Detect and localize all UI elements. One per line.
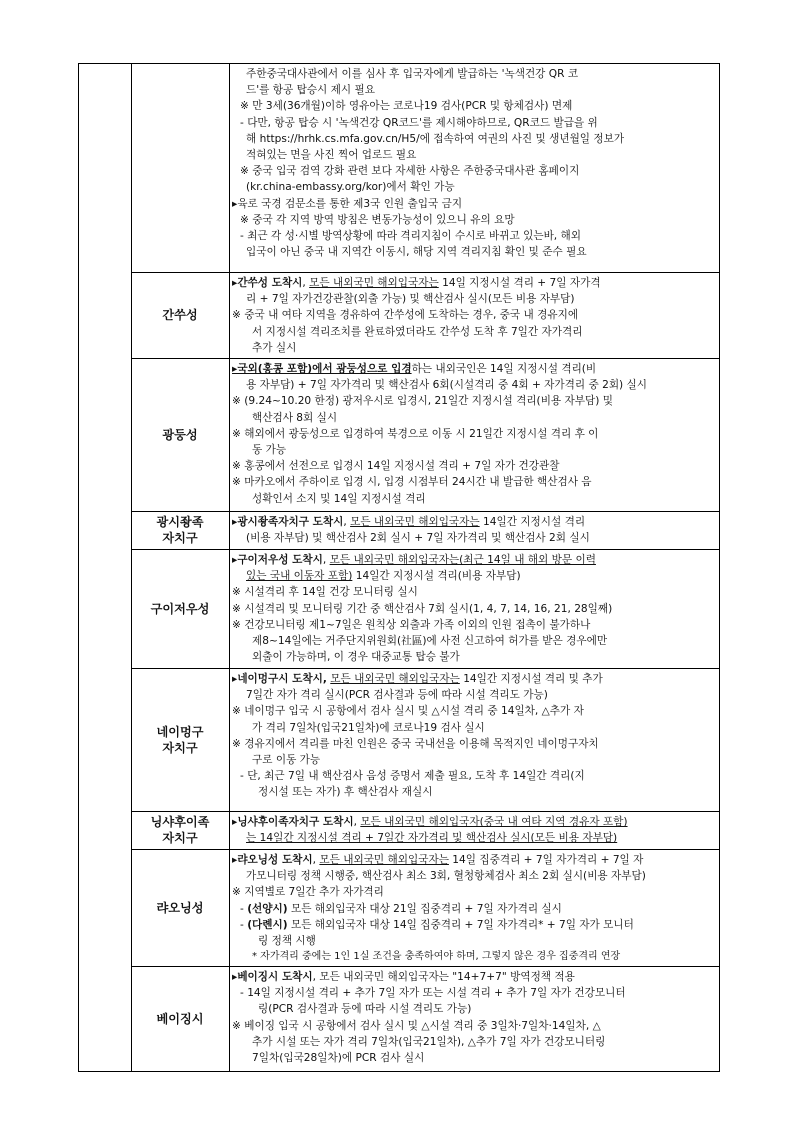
lead-sep: , [312,854,320,866]
text-line: 추가 시설 또는 자가 격리 7일차(입국21일차), △추가 7일 자가 건강모니터링 [252,1035,606,1048]
text-line: 입국이 아닌 중국 내 지역간 이동시, 해당 지역 격리지침 확인 및 준수 필요 [246,246,587,259]
guizhou-content [232,552,715,665]
text-line: 적혀있는 면을 사진 찍어 업로드 필요 [246,148,417,161]
shenyang-text: 모든 해외입국자 대상 21일 집중격리 + 7일 자가격리 실시 [287,902,562,915]
region-line: 네이멍구 [156,724,204,739]
beijing-content [232,969,715,1066]
text-line: 구로 이동 가능 [252,753,321,766]
lead-sep: , [302,277,310,289]
lead-underline: 모든 내외국민 해외입국자는 [350,516,480,528]
text-line: 가모니터링 정책 시행중, 핵산검사 최소 3회, 혈청항체검사 최소 2회 실시(비용 자부담) [246,870,646,883]
text-line: ※ 지역별로 7일간 추가 자가격리 [232,886,384,899]
text-line: 성확인서 소지 및 14일 지정시설 격리 [252,492,426,505]
text-line: ※ 중국 내 여타 지역을 경유하여 간쑤성에 도착하는 경우, 중국 내 경유지에 [232,309,579,322]
region-line: 자치구 [162,831,198,845]
region-liaoning: 랴오닝성 [156,900,204,915]
lead-underline: 는 14일간 지정시설 격리 + 7일간 자가격리 및 핵산검사 실시(모든 비용 자부담) [246,832,618,845]
region-line: 닝샤후이족 [150,815,210,829]
gansu-content [232,275,715,356]
lead-underline: 있는 국내 이동자 포함) [246,570,353,583]
text-line: 핵산검사 8회 실시 [252,411,338,424]
region-ningxia [131,812,229,848]
text-line: ※ 해외에서 광둥성으로 입경하여 북경으로 이동 시 21일간 지정시설 격리 후 이 [232,427,599,440]
lead-rest: , 모든 내외국민 해외입국자는 "14+7+7" 방역정책 적용 [312,971,575,983]
lead-underline: 모든 내외국민 해외입국자는 [330,673,460,685]
text-line: 리 + 7일 자가건강관찰(외출 가능) 및 핵산검사 실시(모든 비용 자부담) [246,293,575,306]
region-gansu: 간쑤성 [162,308,198,322]
lead-bold: ▸간쑤성 도착시 [232,277,303,289]
text-line: ※ 시설격리 후 14일 건강 모니터링 실시 [232,586,418,599]
lead-rest: 14일 지정시설 격리 + 7일 자가격 [438,277,601,289]
lead-underline: 모든 내외국민 해외입국자(중국 내 여타 지역 경유자 포함) [360,816,628,828]
lead-rest: 14일간 지정시설 격리 및 추가 [459,673,603,685]
text-line: (비용 자부담) 및 핵산검사 2회 실시 + 7일 자가격리 및 핵산검사 2회 실시 [246,532,590,545]
lead-rest: 하는 내외국인은 14일 지정시설 격리(비 [411,363,597,375]
lead-sep: , [322,554,330,566]
text-line: 제8~14일에는 거주단지위원회(社區)에 사전 신고하여 허가를 받은 경우에만 [252,634,608,647]
lead-bold: ▸구이저우성 도착시 [232,554,323,566]
region-inner-mongolia [131,669,229,810]
lead-bold: ▸네이멍구시 도착시, [232,673,327,685]
text-line: ※ 중국 입국 검역 강화 관련 보다 자세한 사항은 주한중국대사관 홈페이지 [240,165,580,178]
lead-bold: ▸베이징시 도착시 [232,971,313,983]
dalian-text: 모든 해외입국자 대상 14일 집중격리 + 7일 자가격리* + 7일 자가 모니터 [287,918,634,931]
text-line: ※ 베이징 입국 시 공항에서 검사 실시 및 △시설 격리 중 3일차·7일차·14일차, △ [232,1019,601,1032]
region-guizhou: 구이저우성 [150,601,210,616]
text-line: - 다만, 항공 탑승 시 '녹색건강 QR코드'를 제시해야하므로, QR코드 발급을 위 [240,116,598,129]
dalian-label: (다롄시) [247,918,288,931]
lead-bold: ▸닝샤후이족자치구 도착시 [232,816,354,828]
region-beijing: 베이징시 [156,1012,204,1026]
ningxia-content [232,814,715,846]
guangdong-content [232,361,715,507]
text-line: ※ 경유지에서 격리를 마친 인원은 중국 국내선을 이용해 목적지인 네이멍구자치 [232,737,599,750]
text-line: 주한중국대사관에서 이를 심사 후 입국자에게 발급하는 '녹색건강 QR 코 [246,68,579,80]
region-line: 광시좡족 [156,515,204,529]
text-line: 서 지정시설 격리조치를 완료하였더라도 간쑤성 도착 후 7일간 자가격리 [252,325,583,338]
text-line: 동 가능 [252,443,287,456]
region-line: 자치구 [162,531,198,545]
text-line: 외출이 가능하며, 이 경우 대중교통 탑승 불가 [252,651,460,664]
lead-sep: , [353,816,361,828]
footnote: * 자가격리 중에는 1인 1실 조건을 충족하여야 하며, 그렇지 않은 경우 집중격리 연장 [252,951,621,963]
region-guangxi [131,512,229,548]
text-line: 7일차(입국28일차)에 PCR 검사 실시 [252,1051,425,1064]
region-line: 자치구 [162,740,198,755]
text-line: - 최근 각 성·시별 방역상황에 따라 격리지침이 수시로 바뀌고 있는바, 해외 [240,229,582,242]
region-guangdong: 광둥성 [162,427,198,442]
text-line: 드'를 항공 탑승시 제시 필요 [246,84,375,97]
inner-mongolia-content [232,671,715,801]
liaoning-content: ▸랴오닝성 도착시, 모든 내외국민 해외입국자는 14일 집중격리 + 7일 자가격리 + 7일 자 가모니터링 정책 시행중, 핵산검사 최소 3회, 혈청항체검사 최소 2회 실시(비용 자부담) ※ 지역별로 7일간 추가 자가격리 - (선양시) 모든 해외입국자 대상 21일 집중격리 + 7일 자가격리 실시 - (다롄시) 모든 해외입국자 대상 14일 집중격리 + 7일 자가격리* + 7일 자가 모니터 링 정책 시행 * 자가격리 중에는 1인 1실 조건을 충족하여야 하며, 그렇지 않은 경우 집중격리 연장 [232,852,715,965]
lead-bold: ▸랴오닝성 도착시 [232,854,313,866]
lead-rest: 14일 집중격리 + 7일 자가격리 + 7일 자 [448,854,644,866]
text-line: ※ 마카오에서 주하이로 입경 시, 입경 시점부터 24시간 내 발급한 핵산검사 음 [232,476,592,489]
lead-bold: ▸국외(홍콩 포함)에서 광둥성으로 입경 [232,363,412,375]
text-line: 용 자부담) + 7일 자가격리 및 핵산검사 6회(시설격리 중 4회 + 자가격리 중 2회) 실시 [246,379,648,392]
text-line: 추가 실시 [252,341,297,354]
text-line: ※ 시설격리 및 모니터링 기간 중 핵산검사 7회 실시(1, 4, 7, 14, 16, 21, 28일째) [232,602,613,615]
lead-underline: 모든 내외국민 해외입국자는 [309,277,439,289]
text-line: 해 https://hrhk.cs.mfa.gov.cn/H5/에 접속하여 여권의 사진 및 생년월일 정보가 [246,132,625,145]
text-line: - 단, 최근 7일 내 핵산검사 음성 증명서 제출 필요, 도착 후 14일간 격리(지 [240,770,585,783]
lead-bold: ▸광시좡족자치구 도착시 [232,516,344,528]
text-line: ※ (9.24~10.20 한정) 광저우시로 입경시, 21일간 지정시설 격리(비용 자부담) 및 [232,395,613,408]
text-line: 가 격리 7일차(입국21일차)에 코로나19 검사 실시 [252,721,485,734]
text-line: ※ 만 3세(36개월)이하 영유아는 코로나19 검사(PCR 및 항체검사) 면제 [240,100,573,113]
column-divider-right [229,64,230,1071]
text-line: ▸육로 국경 검문소를 통한 제3국 인원 출입국 금지 [232,197,463,210]
quarantine-table [78,63,720,1072]
text-line: 링(PCR 검사결과 등에 따라 시설 격리도 가능) [258,1003,472,1016]
lead-underline: 모든 내외국민 해외입국자는 [319,854,449,866]
lead-rest: 14일간 지정시설 격리 [479,516,586,528]
text-line: 정시설 또는 자가) 후 핵산검사 재실시 [258,786,433,799]
text-line: 링 정책 시행 [258,934,316,947]
lead-underline: 모든 내외국민 해외입국자는(최근 14일 내 해외 방문 이력 [329,554,596,566]
text-line: 7일간 자가 격리 실시(PCR 검사결과 등에 따라 시설 격리도 가능) [246,689,548,702]
text-line: ※ 네이멍구 입국 시 공항에서 검사 실시 및 △시설 격리 중 14일차, △추가 자 [232,705,584,718]
text-line: ※ 홍콩에서 선전으로 입경시 14일 지정시설 격리 + 7일 자가 건강관찰 [232,460,560,473]
text-line: (kr.china-embassy.org/kor)에서 확인 가능 [246,181,455,194]
china-general-content [232,66,715,260]
guangxi-content [232,514,715,546]
text-line: ※ 중국 각 지역 방역 방침은 변동가능성이 있으니 유의 요망 [240,213,515,226]
lead-rest: 14일간 지정시설 격리(비용 자부담) [352,570,521,583]
lead-sep: , [343,516,351,528]
shenyang-label: (선양시) [247,902,288,915]
text-line: - 14일 지정시설 격리 + 추가 7일 자가 또는 시설 격리 + 추가 7일 자가 건강모니터 [240,987,626,1000]
text-line: ※ 건강모니터링 제1~7일은 원칙상 외출과 가족 이외의 인원 접촉이 불가하나 [232,618,591,631]
